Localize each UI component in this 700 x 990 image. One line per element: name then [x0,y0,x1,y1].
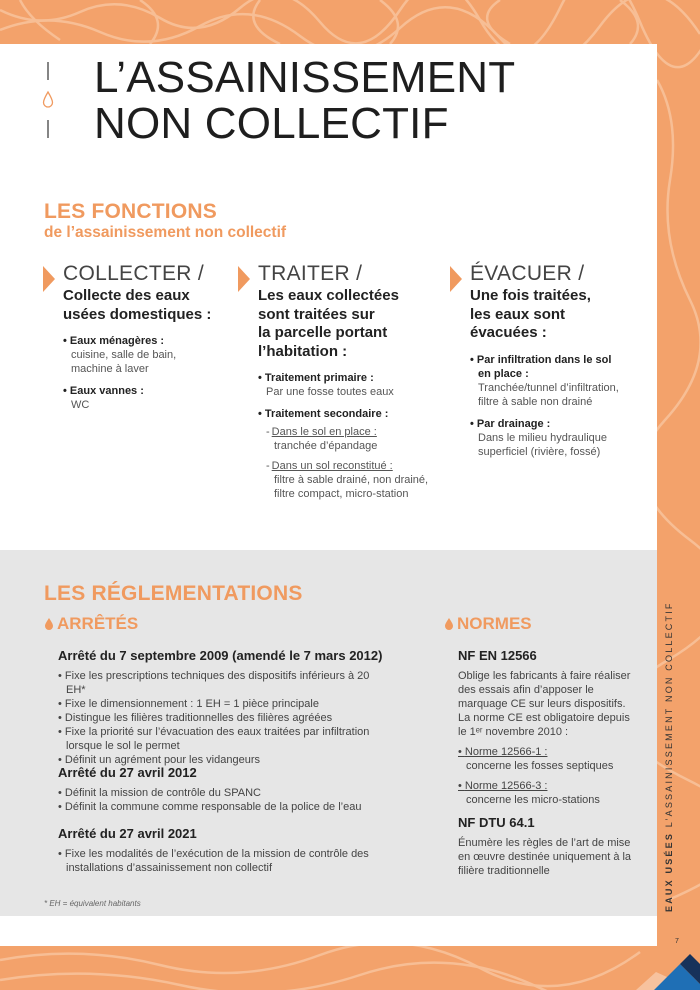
item-label: • Par infiltration dans le sol [470,353,645,367]
arrow-right-icon [450,266,462,292]
column-lead [63,287,228,324]
arrete-2021 [58,826,378,875]
list-item: • Définit un agrément pour les vidangeurs [58,753,388,767]
column-collecter [43,262,228,420]
text-line: La norme CE est obligatoire depuis [458,712,630,724]
side-running-title [664,601,674,912]
column-head: ÉVACUER / [470,262,585,285]
fonctions-title: LES FONCTIONS [44,200,217,223]
lead-line: évacuées : [470,324,547,341]
norme-heading: NF DTU 64.1 [458,815,535,830]
text-line: filière traditionnelle [458,865,550,877]
arrete-2012 [58,765,388,814]
fonctions-subtitle: de l’assainissement non collectif [44,224,287,241]
arretes-heading [44,614,138,634]
item-text: Par une fosse toutes eaux [266,386,394,398]
text-line: marquage CE sur leurs dispositifs. [458,698,626,710]
list-item [470,417,645,459]
list-item [470,353,645,409]
lead-line: les eaux sont [470,305,566,323]
sublist [266,425,438,501]
norme-heading: NF EN 12566 [458,648,537,663]
text-line: des essais afin d’apposer le [458,684,594,696]
sub-item-title: • Norme 12566-1 : [458,746,547,758]
item-text: WC [71,399,90,411]
sub-item-title: • Norme 12566-3 : [458,780,547,792]
arrow-right-icon [43,266,55,292]
norme-text [458,836,643,878]
column-head: COLLECTER / [63,262,204,285]
footnote: * EH = équivalent habitants [44,899,141,908]
column-head: TRAITER / [258,262,363,285]
arrete-2009 [58,648,388,767]
page-number: 7 [675,938,679,945]
sub-item-title: - Dans un sol reconstitué : [266,460,393,472]
lead-line: sont traitées sur [258,305,375,323]
arretes-heading-label: ARRÊTÉS [57,614,139,633]
item-text: machine à laver [71,363,149,375]
page-title-line1: L’ASSAINISSEMENT [94,53,516,102]
item-label: • Par drainage : [470,417,645,431]
column-lead [470,287,645,343]
item-label-cont: en place : [478,367,529,380]
water-drop-icon [444,618,454,630]
sub-item [458,745,643,773]
corner-decoration [636,946,700,990]
side-running-title-bold: EAUX USÉES [664,831,674,912]
sub-item-text: filtre à sable drainé, non drainé, [274,474,429,486]
column-lead [258,287,438,361]
list-item: • Définit la mission de contrôle du SPANC [58,786,388,800]
page-title [94,55,515,147]
list-item [258,407,438,501]
reglementations-title: LES RÉGLEMENTATIONS [44,582,303,605]
side-running-title-text: L’ASSAINISSEMENT NON COLLECTIF [664,601,674,828]
page-title-line2: NON COLLECTIF [94,99,449,148]
item-text: Dans le milieu hydraulique [478,431,608,444]
title-decoration [40,62,56,140]
arrow-right-icon [238,266,250,292]
item-text: cuisine, salle de bain, [71,349,177,361]
text-line: Énumère les règles de l’art de mise [458,837,631,849]
norme-dtu-64-1 [458,815,643,878]
water-drop-icon [44,618,54,630]
list-item [258,371,438,399]
item-text: superficiel (rivière, fossé) [478,445,601,458]
sub-item-title: - Dans le sol en place : [266,426,377,438]
sub-item [266,425,438,453]
text-line: le 1ᵉʳ novembre 2010 : [458,726,569,738]
list-item: • Fixe le dimensionnement : 1 EH = 1 pièce principale [58,697,388,711]
lead-line: Collecte des eaux [63,287,190,304]
lead-line: usées domestiques : [63,305,212,323]
lead-line: la parcelle portant [258,324,388,341]
column-traiter [238,262,438,509]
text-line: en œuvre destinée uniquement à la [458,851,632,863]
normes-heading [444,614,532,634]
arrete-heading: Arrêté du 27 avril 2012 [58,765,197,780]
norme-text [458,669,643,739]
sub-item [266,459,438,501]
list-item [63,334,228,376]
norme-en-12566 [458,648,643,807]
list-item: • Fixe les prescriptions techniques des dispositifs inférieurs à 20 EH* [58,669,388,697]
water-drop-icon [44,92,53,107]
list-item: • Distingue les filières traditionnelles des filières agréées [58,711,388,725]
item-label: • Eaux vannes : [63,384,228,398]
sub-item-text: concerne les micro-stations [466,794,600,806]
item-label: • Traitement primaire : [258,371,438,385]
item-label: • Eaux ménagères : [63,334,228,348]
list-item: • Fixe la priorité sur l’évacuation des eaux traitées par infiltration lorsque le sol le permet [58,725,388,753]
list-item: • Fixe les modalités de l’exécution de la mission de contrôle des installations d’assainissement non collectif [58,847,378,875]
list-item [63,384,228,412]
sub-item-text: tranchée d’épandage [274,440,378,452]
item-label: • Traitement secondaire : [258,407,438,421]
sub-item-text: concerne les fosses septiques [466,760,614,772]
column-evacuer [450,262,645,467]
list-item: • Définit la commune comme responsable de la police de l’eau [58,800,388,814]
arrete-heading: Arrêté du 27 avril 2021 [58,826,197,841]
lead-line: Une fois traitées, [470,287,591,304]
item-text: filtre à sable non drainé [478,395,593,408]
lead-line: l’habitation : [258,342,348,360]
sub-item-text: filtre compact, micro-station [274,488,409,500]
normes-heading-label: NORMES [457,614,532,633]
item-text: Tranchée/tunnel d’infiltration, [478,381,619,394]
lead-line: Les eaux collectées [258,287,399,304]
text-line: Oblige les fabricants à faire réaliser [458,670,631,682]
arrete-heading: Arrêté du 7 septembre 2009 (amendé le 7 mars 2012) [58,648,383,663]
sub-item [458,779,643,807]
